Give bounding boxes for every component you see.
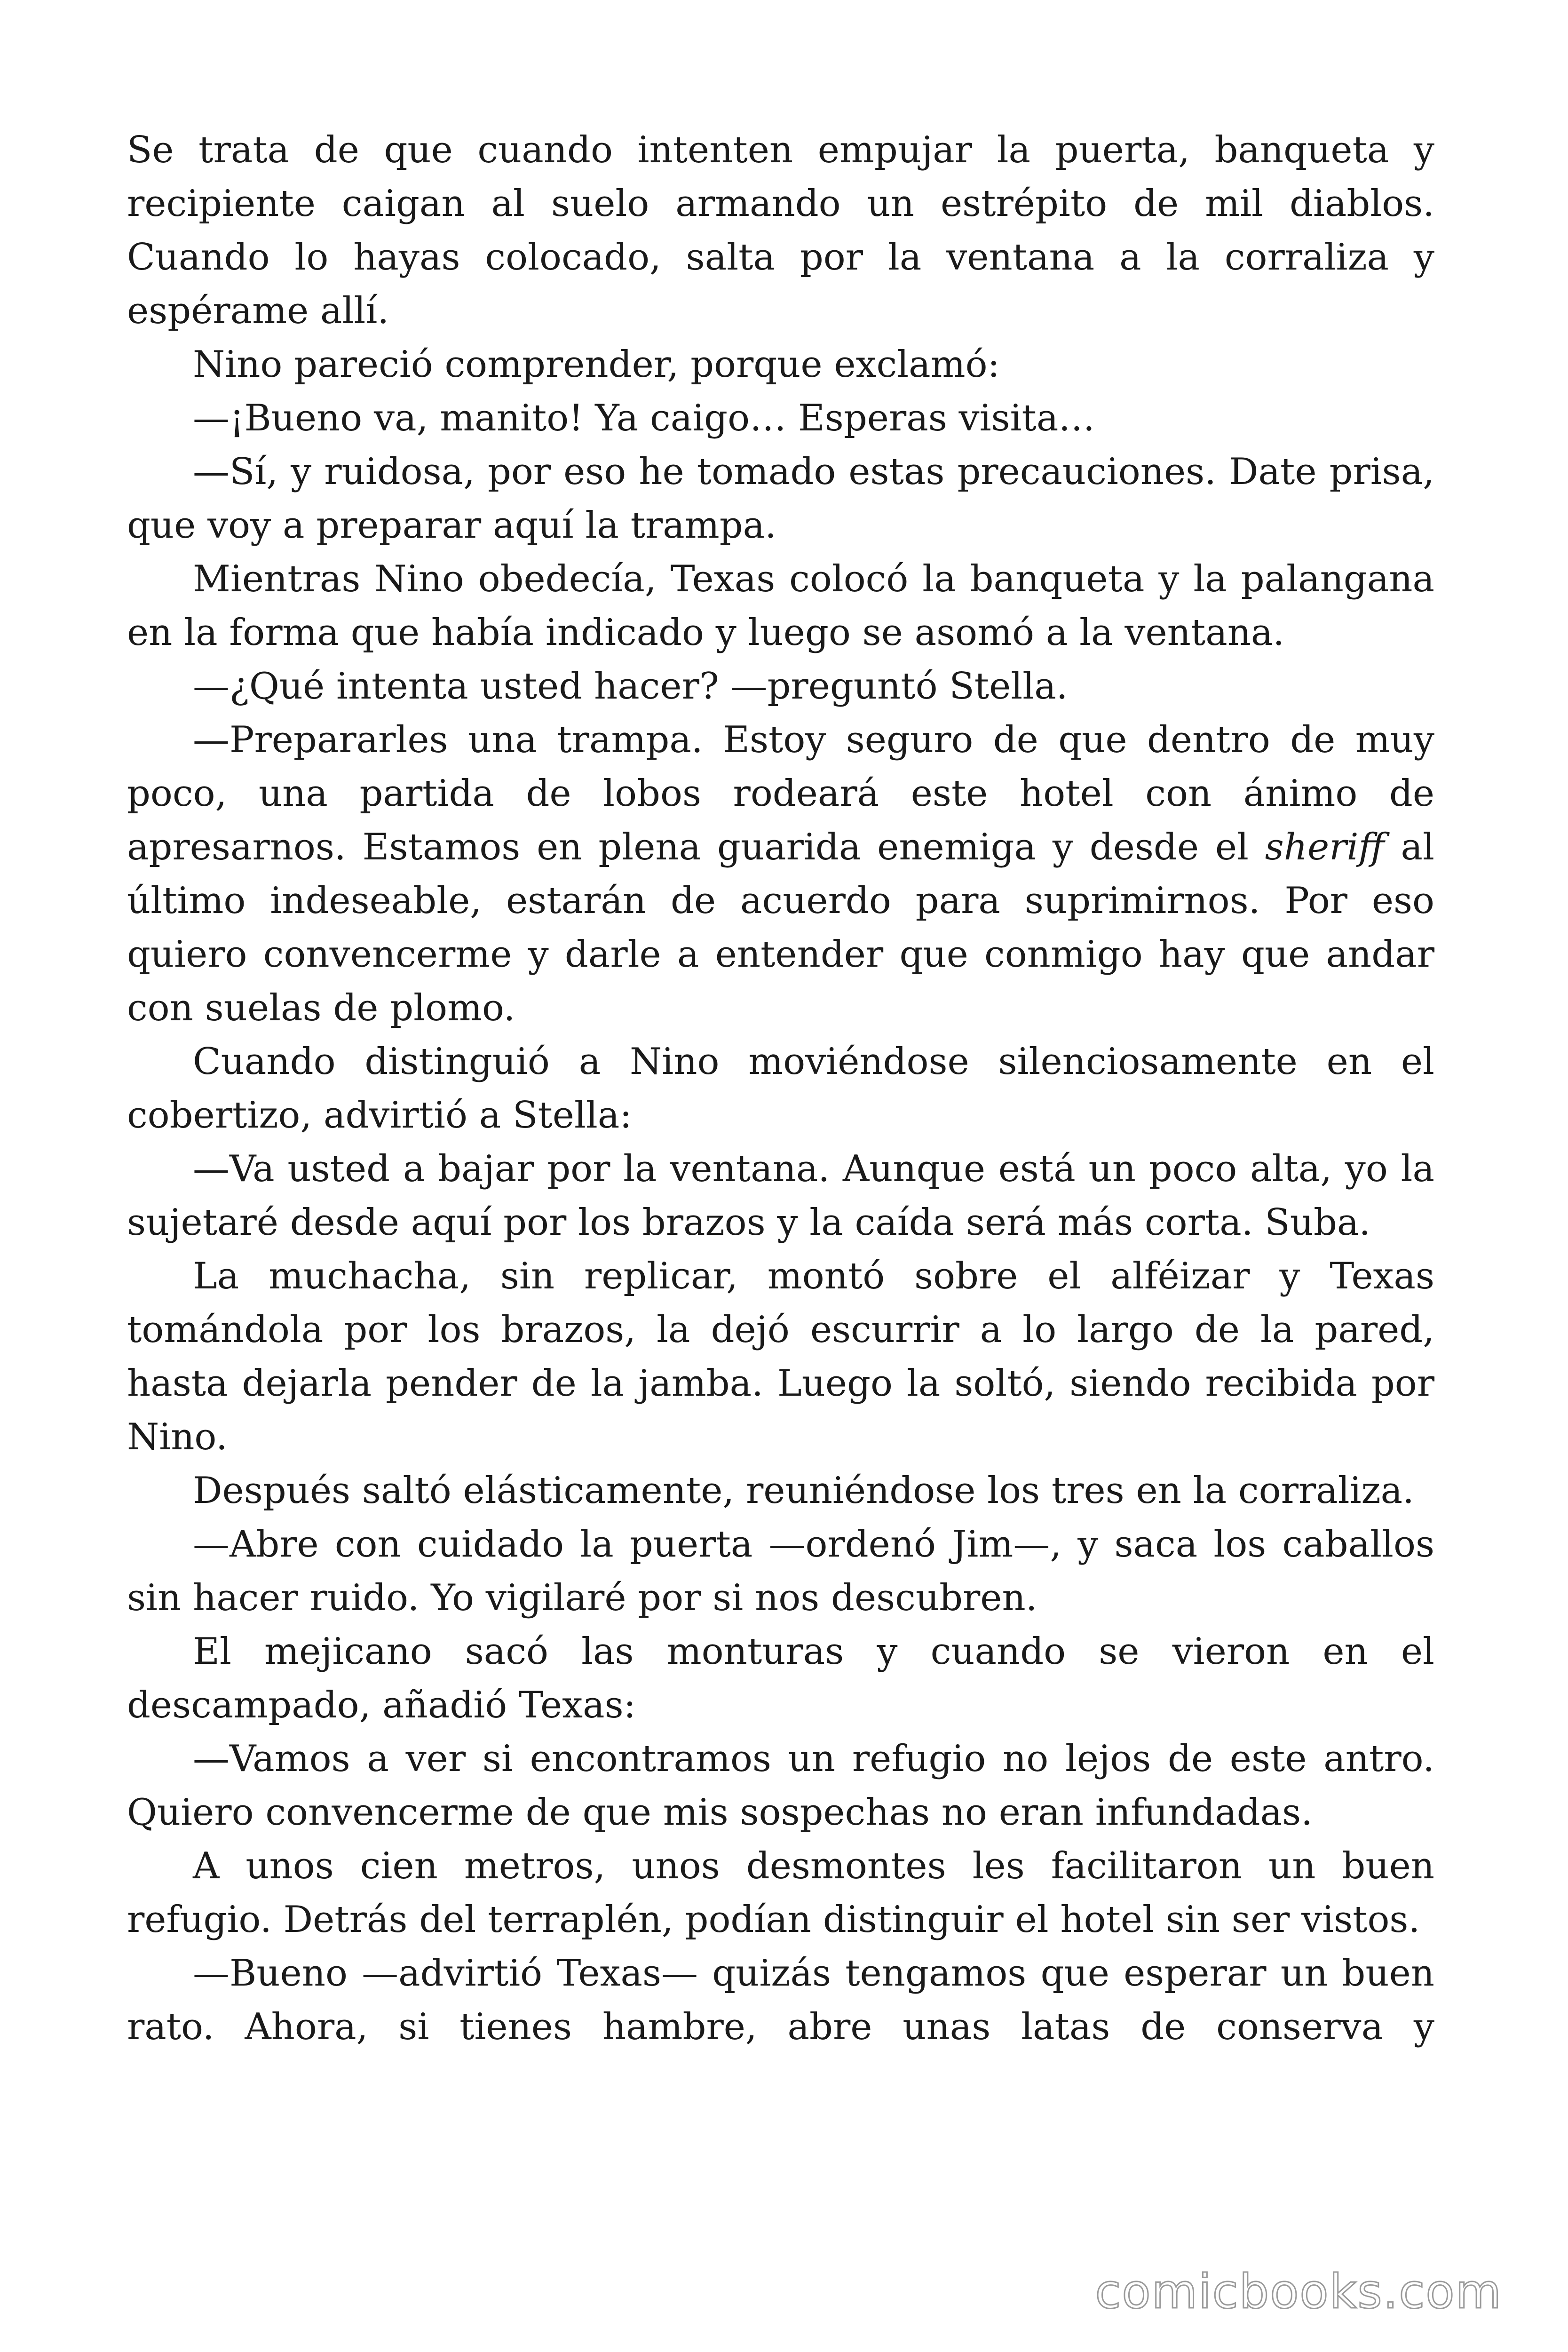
page-body <box>127 123 1434 2054</box>
paragraph-with-italic <box>127 713 1434 1035</box>
paragraph: —Vamos a ver si encontramos un refugio no lejos de este antro. Quiero convencerme de que mis sospechas no eran infundadas. <box>127 1738 1434 1834</box>
paragraph: A unos cien metros, unos desmontes les facilitaron un buen refugio. Detrás del terraplén, podían distinguir el hotel sin ser vistos. <box>127 1845 1434 1941</box>
paragraph: —Va usted a bajar por la ventana. Aunque está un poco alta, yo la sujetaré desde aquí por los brazos y la caída será más corta. Suba. <box>127 1148 1434 1244</box>
paragraph: Nino pareció comprender, porque exclamó: <box>193 343 1000 386</box>
paragraph: El mejicano sacó las monturas y cuando se vieron en el descampado, añadió Texas: <box>127 1630 1434 1726</box>
paragraph: —Sí, y ruidosa, por eso he tomado estas precauciones. Date prisa, que voy a preparar aquí la trampa. <box>127 451 1434 547</box>
paragraph-text: —Prepararles una trampa. Estoy seguro de que dentro de muy poco, una partida de lobos rodeará este hotel con ánimo de apresarnos. Estamos en plena guarida enemiga y desde el <box>127 719 1434 868</box>
italic-word: sheriff <box>1265 826 1385 868</box>
paragraph-text: al último indeseable, estarán de acuerdo para suprimirnos. Por eso quiero convencerme y darle a entender que conmigo hay que andar con suelas de plomo. <box>127 826 1434 1029</box>
paragraph: Cuando distinguió a Nino moviéndose silenciosamente en el cobertizo, advirtió a Stella: <box>127 1041 1434 1136</box>
watermark: comicbooks.com <box>1095 2264 1502 2319</box>
paragraph: Después saltó elásticamente, reuniéndose los tres en la corraliza. <box>193 1470 1414 1512</box>
paragraph: —¡Bueno va, manito! Ya caigo… Esperas visita… <box>193 397 1095 439</box>
paragraph: —¿Qué intenta usted hacer? —preguntó Stella. <box>193 665 1068 707</box>
paragraph: Se trata de que cuando intenten empujar la puerta, banqueta y recipiente caigan al suelo armando un estrépito de mil diablos. Cuando lo hayas colocado, salta por la ventana a la corraliza y espérame allí. <box>127 129 1434 332</box>
paragraph: Mientras Nino obedecía, Texas colocó la banqueta y la palangana en la forma que había indicado y luego se asomó a la ventana. <box>127 558 1434 654</box>
paragraph: —Abre con cuidado la puerta —ordenó Jim—, y saca los caballos sin hacer ruido. Yo vigilaré por si nos descubren. <box>127 1523 1434 1619</box>
paragraph: —Bueno —advirtió Texas— quizás tengamos que esperar un buen rato. Ahora, si tienes hambre, abre unas latas de conserva y <box>127 1952 1434 2048</box>
paragraph: La muchacha, sin replicar, montó sobre el alféizar y Texas tomándola por los brazos, la dejó escurrir a lo largo de la pared, hasta dejarla pender de la jamba. Luego la soltó, siendo recibida por Nino. <box>127 1255 1434 1458</box>
